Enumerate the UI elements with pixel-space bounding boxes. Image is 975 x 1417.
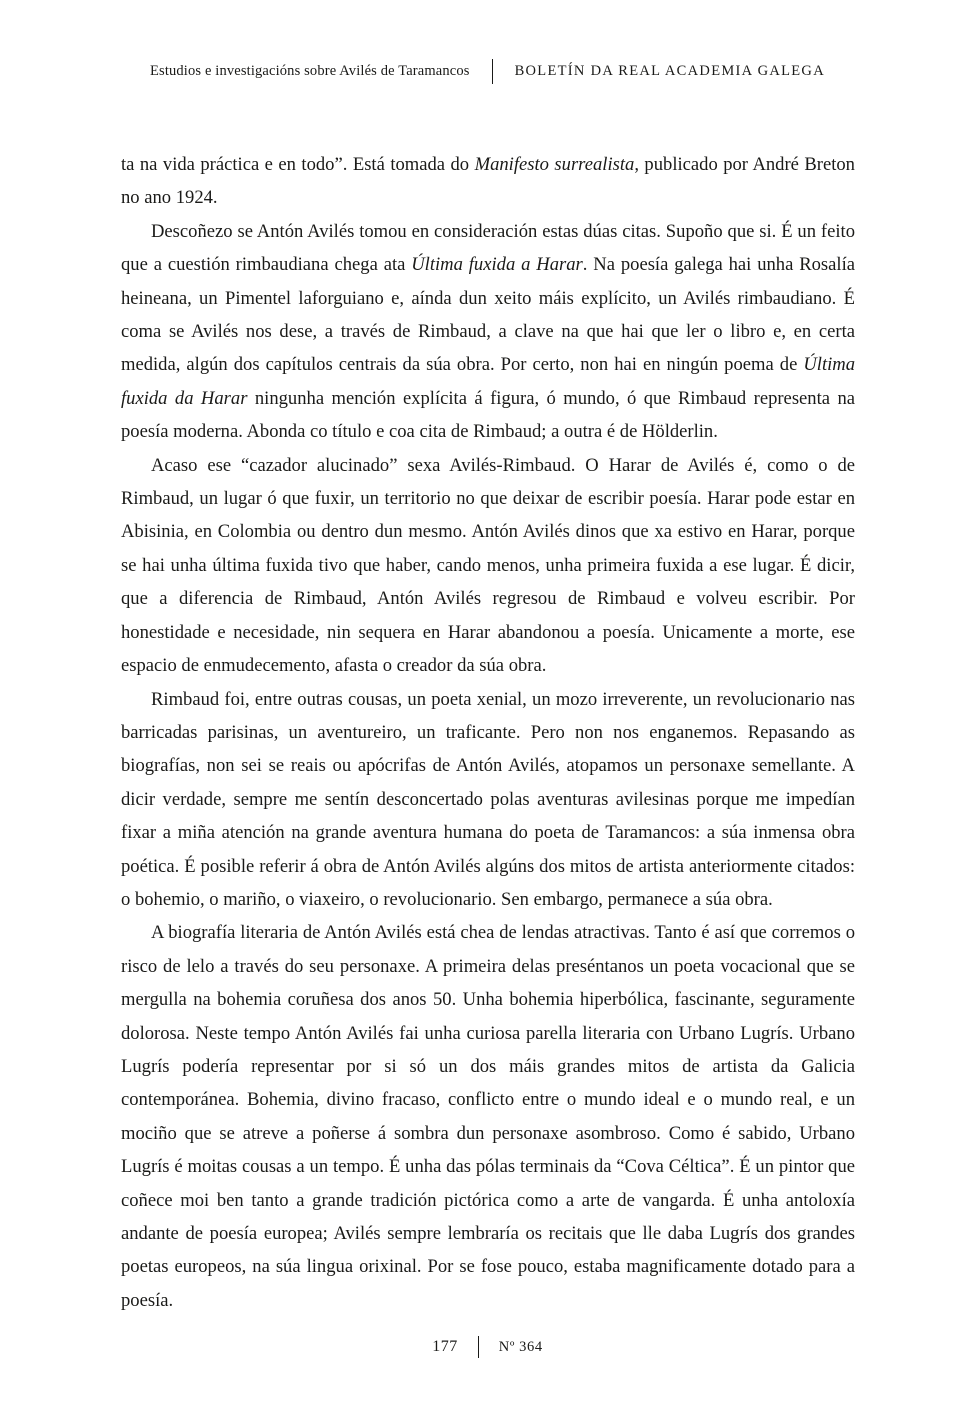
paragraph-2: Descoñezo se Antón Avilés tomou en consideración estas dúas citas. Supoño que si. É un feito que a cuestión rimbaudiana chega ata Última fuxida a Harar. Na poesía galega hai unha Rosalía heineana, un Pimentel laforguiano e, aínda dun xeito máis explícito, un Avilés rimbaudiano. É coma se Avilés nos dese, a través de Rimbaud, a clave na que hai que ler o libro e, en certa medida, algún dos capítulos centrais da súa obra. Por certo, non hai en ningún poema de Última fuxida da Harar ningunha mención explícita á figura, ó mundo, ó que Rimbaud representa na poesía moderna. Abonda co título e coa cita de Rimbaud; a outra é de Hölderlin. — [121, 220, 855, 443]
paragraph-5: A biografía literaria de Antón Avilés está chea de lendas atractivas. Tanto é así que corremos o risco de lelo a través do seu personaxe. A primeira delas preséntanos un poeta vocacional que se mergulla na bohemia coruñesa dos anos 50. Unha bohemia hiperbólica, fascinante, seguramente dolorosa. Neste tempo Antón Avilés fai unha curiosa parella literaria con Urbano Lugrís. Urbano Lugrís podería representar por si só un dos máis grandes mitos de artista da Galicia contemporánea. Bohemia, divino fracaso, conflicto entre o mundo ideal e o mundo real, e un mociño que se atreve a poñerse á sombra dun personaxe asombroso. Como é sabido, Urbano Lugrís é moitas cousas a un tempo. É unha das pólas terminais da “Cova Céltica”. É un pintor que coñece moi ben tanto a grande tradición pictórica como a arte de vangarda. É unha antoloxía andante de poesía europea; Avilés sempre lembraría os recitais que lle daba Lugrís dos grandes poetas europeos, na súa lingua orixinal. Por se fose pouco, estaba magnificamente dotado para a poesía. — [121, 922, 855, 1311]
running-head — [0, 58, 975, 84]
page-footer — [0, 1335, 975, 1359]
paragraph-3: Acaso ese “cazador alucinado” sexa Avilés-Rimbaud. O Harar de Avilés é, como o de Rimbaud, un lugar ó que fuxir, un territorio no que deixar de escribir poesía. Harar pode estar en Abisinia, en Colombia ou dentro dun mesmo. Antón Avilés dinos que xa estivo en Harar, porque se hai unha última fuxida tivo que haber, cando menos, unha primeira fuxida a ese lugar. É dicir, que a diferencia de Rimbaud, Antón Avilés regresou de Rimbaud e volveu escribir. Por honestidade e necesidade, nin sequera en Harar abandonou a poesía. Unicamente a morte, ese espacio de enmudecemento, afasta o creador da súa obra. — [121, 454, 855, 677]
issue-number: Nº 364 — [498, 1338, 543, 1355]
page-number: 177 — [432, 1338, 458, 1355]
paragraph-1: ta na vida práctica e en todo”. Está tomada do Manifesto surrealista, publicado por André Breton no ano 1924. — [121, 154, 855, 209]
paragraph-4: Rimbaud foi, entre outras cousas, un poeta xenial, un mozo irreverente, un revolucionario nas barricadas parisinas, un aventureiro, un traficante. Pero non nos enganemos. Repasando as biografías, non sei se reais ou apócrifas de Antón Avilés, atopamos un personaxe semellante. A dicir verdade, sempre me sentín desconcertado polas aventuras avilesinas porque me impedían fixar a miña atención na grande aventura humana do poeta de Taramancos: a súa inmensa obra poética. É posible referir á obra de Antón Avilés algúns dos mitos de artista anteriormente citados: o bohemio, o mariño, o viaxeiro, o revolucionario. Sen embargo, permanece a súa obra. — [121, 688, 855, 910]
running-head-right: BOLETÍN DA REAL ACADEMIA GALEGA — [514, 62, 825, 79]
running-head-left: Estudios e investigacións sobre Avilés de Taramancos — [150, 62, 470, 79]
body-text-column — [121, 148, 855, 1317]
